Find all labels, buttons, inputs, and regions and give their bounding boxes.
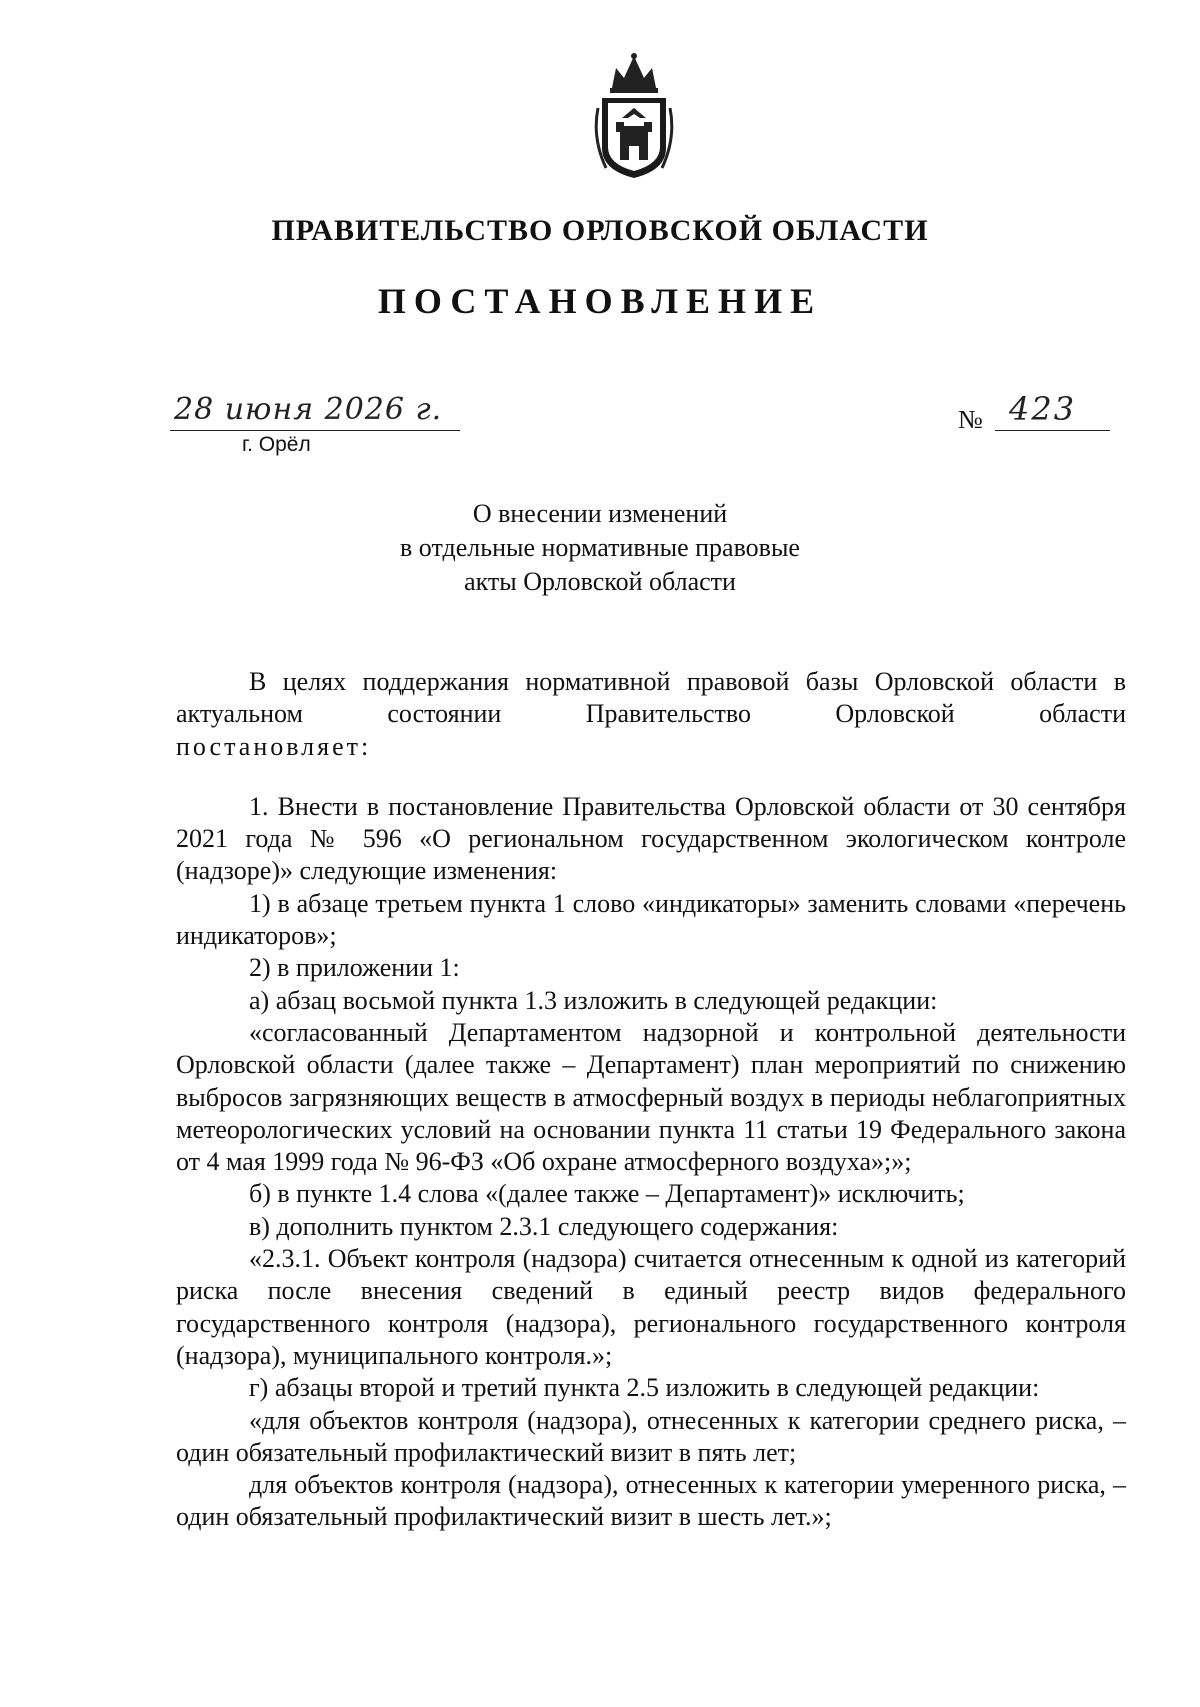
preamble-paragraph: В целях поддержания нормативной правовой базы Орловской области в актуальном состоянии Правительство Орловской области: [176, 667, 1126, 729]
resolution-word: постановляет:: [176, 731, 372, 761]
body-paragraph: «для объектов контроля (надзора), отнесенных к категории среднего риска, – один обязательный профилактический визит в пять лет;: [176, 1405, 1126, 1467]
body-paragraph: а) абзац восьмой пункта 1.3 изложить в следующей редакции:: [249, 985, 938, 1015]
date-field: [170, 390, 460, 431]
coat-of-arms-icon: [592, 48, 676, 182]
city-label: г. Орёл: [242, 433, 311, 456]
body-paragraph: в) дополнить пунктом 2.3.1 следующего содержания:: [249, 1211, 839, 1241]
body-paragraph: г) абзацы второй и третий пункта 2.5 изложить в следующей редакции:: [249, 1373, 1040, 1403]
body-paragraph: «2.3.1. Объект контроля (надзора) считается отнесенным к одной из категорий риска после внесения сведений в единый реестр видов федерального государственного контроля (надзора), регионального государственного контроля (надзора), муниципального контроля.»;: [176, 1244, 1126, 1370]
organization-title: ПРАВИТЕЛЬСТВО ОРЛОВСКОЙ ОБЛАСТИ: [271, 214, 929, 247]
document-type-title: ПОСТАНОВЛЕНИЕ: [377, 281, 823, 321]
handwritten-date: 28 июня 2026 г.: [174, 392, 443, 427]
subject-line: акты Орловской области: [464, 567, 736, 596]
body-paragraph: 2) в приложении 1:: [249, 953, 460, 983]
handwritten-number: 423: [1009, 390, 1077, 428]
body-paragraph: б) в пункте 1.4 слова «(далее также – Департамент)» исключить;: [249, 1179, 965, 1209]
number-label: №: [958, 405, 983, 434]
subject-line: в отдельные нормативные правовые: [400, 533, 800, 562]
document-body: [176, 666, 1126, 1534]
number-field: [995, 390, 1110, 431]
document-subject: [0, 497, 1200, 599]
body-paragraph: «согласованный Департаментом надзорной и контрольной деятельности Орловской области (далее также – Департамент) план мероприятий по снижению выбросов загрязняющих веществ в атмосферный воздух в периоды неблагоприятных метеорологических условий на основании пункта 11 статьи 19 Федерального закона от 4 мая 1999 года № 96-ФЗ «Об охране атмосферного воздуха»;»;: [176, 1017, 1126, 1177]
body-paragraph: 1) в абзаце третьем пункта 1 слово «индикаторы» заменить словами «перечень индикаторов»;: [176, 888, 1126, 951]
body-paragraph: 1. Внести в постановление Правительства Орловской области от 30 сентября 2021 года № 596 «О региональном государственном экологическом контроле (надзоре)» следующие изменения:: [176, 791, 1126, 886]
subject-line: О внесении изменений: [472, 499, 728, 528]
body-paragraph: для объектов контроля (надзора), отнесенных к категории умеренного риска, – один обязательный профилактический визит в шесть лет.»;: [176, 1470, 1126, 1532]
